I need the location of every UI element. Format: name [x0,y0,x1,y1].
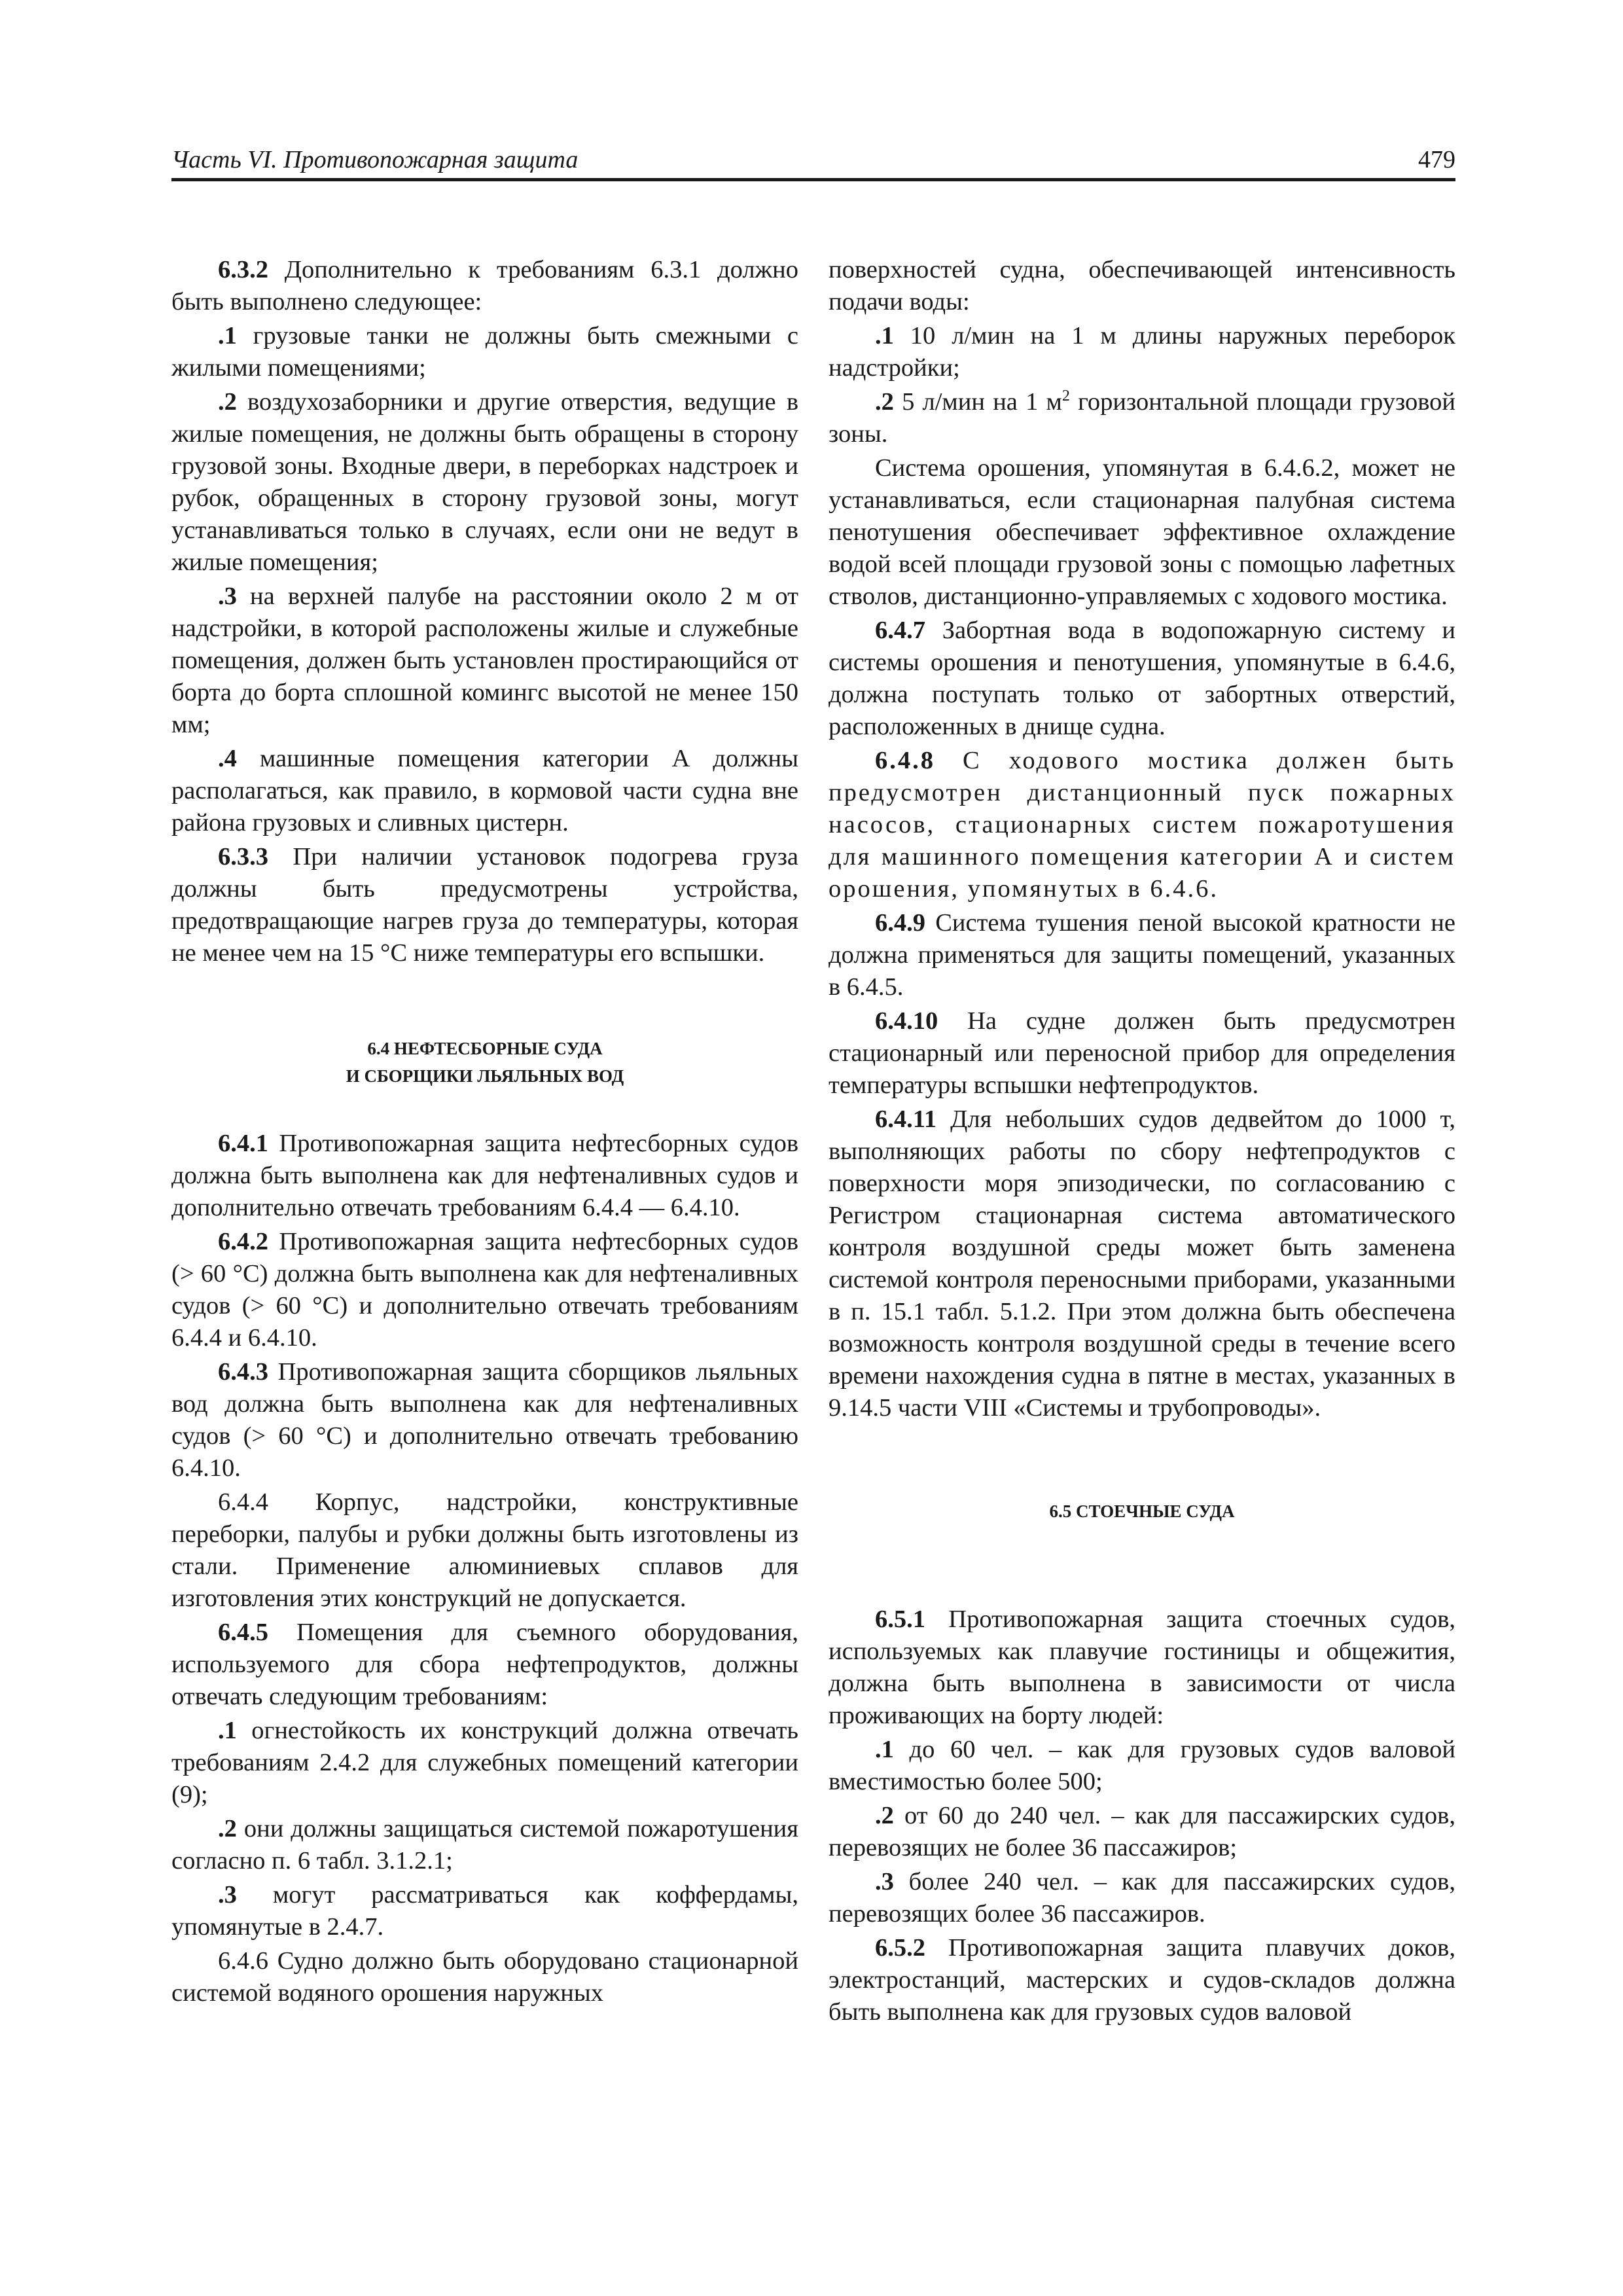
paragraph-6-4-6: 6.4.6 Судно должно быть оборудовано стационарной системой водяного орошения наружных [171,1947,798,2007]
paragraph-6-4-2: 6.4.2 Противопожарная защита нефтесборных судов (> 60 °С) должна быть выполнена как для нефтеналивных судов (> 60 °С) и дополнительно отвечать требованиям 6.4.4 и 6.4.10. [171,1228,798,1352]
paragraph-6-4-1: 6.4.1 Противопожарная защита нефтесборных судов должна быть выполнена как для нефтеналивных судов и дополнительно отвечать требованиям 6.4.4 — 6.4.10. [171,1130,798,1221]
paragraph-6-5-2: 6.5.2 Противопожарная защита плавучих доков, электростанций, мастерских и судов-складов должна быть выполнена как для грузовых судов валовой [829,1934,1455,2026]
paragraph-6-4-8: 6.4.8 С ходового мостика должен быть предусмотрен дистанционный пуск пожарных насосов, стационарных систем пожаротушения для машинного помещения категории А и систем орошения, упомянутых в 6.4.6. [829,747,1455,903]
list-item-2: .2 воздухозаборники и другие отверстия, ведущие в жилые помещения, не должны быть обращены в сторону грузовой зоны. Входные двери, в переборках надстроек и рубок, обращенных в сторону грузовой зоны, могут устанавливаться только в случаях, если они не ведут в жилые помещения; [171,388,798,576]
list-item-1: .1 грузовые танки не должны быть смежными с жилыми помещениями; [171,322,798,382]
paragraph-6-4-7: 6.4.7 Забортная вода в водопожарную систему и системы орошения и пенотушения, упомянутые в 6.4.6, должна поступать только от забортных отверстий, расположенных в днище судна. [829,617,1455,740]
left-column [171,254,798,2011]
section-heading-6-5: 6.5 СТОЕЧНЫЕ СУДА [1049,1501,1235,1521]
paragraph-6-3-2: 6.3.2 Дополнительно к требованиям 6.3.1 должно быть выполнено следующее: [171,256,798,315]
list-item-2: .2 от 60 до 240 чел. – как для пассажирских судов, перевозящих не более 36 пассажиров; [829,1802,1455,1861]
section-heading-line: 6.4 НЕФТЕСБОРНЫЕ СУДА [367,1039,603,1058]
list-item-3: .3 более 240 чел. – как для пассажирских судов, перевозящих более 36 пассажиров. [829,1868,1455,1928]
paragraph-6-4-3: 6.4.3 Противопожарная защита сборщиков льяльных вод должна быть выполнена как для нефтеналивных судов (> 60 °С) и дополнительно отвечать требованию 6.4.10. [171,1358,798,1482]
section-heading-6-4 [171,1035,798,1090]
page-number: 479 [1418,146,1455,173]
paragraph-6-4-9: 6.4.9 Система тушения пеной высокой кратности не должна применяться для защиты помещений, указанных в 6.4.5. [829,909,1455,1001]
paragraph-6-4-11: 6.4.11 Для небольших судов дедвейтом до 1000 т, выполняющих работы по сбору нефтепродуктов с поверхности моря эпизодически, по согласованию с Регистром стационарная система автоматического контроля воздушной среды может быть заменена системой контроля переносными приборами, указанными в п. 15.1 табл. 5.1.2. При этом должна быть обеспечена возможность контроля воздушной среды в течение всего времени нахождения судна в пятне в местах, указанных в 9.14.5 части VIII «Системы и трубопроводы». [829,1105,1455,1422]
list-item-3: .3 могут рассматриваться как коффердамы, упомянутые в 2.4.7. [171,1881,798,1941]
paragraph-6-4-5: 6.4.5 Помещения для съемного оборудования, используемого для сбора нефтепродуктов, должны отвечать следующим требованиям: [171,1619,798,1710]
paragraph-6-5-1: 6.5.1 Противопожарная защита стоечных судов, используемых как плавучие гостиницы и общежития, должна быть выполнена в зависимости от числа проживающих на борту людей: [829,1605,1455,1729]
paragraph-6-4-4: 6.4.4 Корпус, надстройки, конструктивные переборки, палубы и рубки должны быть изготовлены из стали. Применение алюминиевых сплавов для изготовления этих конструкций не допускается. [171,1488,798,1612]
paragraph-continuation: поверхностей судна, обеспечивающей интенсивность подачи воды: [829,256,1455,315]
list-item-1: .1 до 60 чел. – как для грузовых судов валовой вместимостью более 500; [829,1736,1455,1795]
part-title: Часть VI. Противопожарная защита [171,146,579,173]
paragraph-irrigation-note: Система орошения, упомянутая в 6.4.6.2, может не устанавливаться, если стационарная палубная система пенотушения обеспечивает эффективное охлаждение водой всей площади грузовой зоны с помощью лафетных стволов, дистанционно-управляемых с ходового мостика. [829,454,1455,610]
right-column [829,254,1455,2030]
list-item-1: .1 огнестойкость их конструкций должна отвечать требованиям 2.4.2 для служебных помещений категории (9); [171,1717,798,1808]
list-item-3: .3 на верхней палубе на расстоянии около 2 м от надстройки, в которой расположены жилые и служебные помещения, должен быть установлен простирающийся от борта до борта сплошной комингс высотой не менее 150 мм; [171,583,798,738]
list-item-1: .1 10 л/мин на 1 м длины наружных переборок надстройки; [829,322,1455,382]
list-item-4: .4 машинные помещения категории А должны располагаться, как правило, в кормовой части судна вне района грузовых и сливных цистерн. [171,745,798,836]
running-header [171,140,1455,181]
paragraph-6-3-3: 6.3.3 При наличии установок подогрева груза должны быть предусмотрены устройства, предотвращающие нагрев груза до температуры, которая не менее чем на 15 °С ниже температуры его вспышки. [171,843,798,967]
list-item-2: .2 5 л/мин на 1 $м^2$ горизонтальной площади грузовой зоны. [829,387,1455,448]
paragraph-6-4-10: 6.4.10 На судне должен быть предусмотрен стационарный или переносной прибор для определения температуры вспышки нефтепродуктов. [829,1007,1455,1099]
list-item-2: .2 они должны защищаться системой пожаротушения согласно п. 6 табл. 3.1.2.1; [171,1815,798,1874]
section-heading-line: И СБОРЩИКИ ЛЬЯЛЬНЫХ ВОД [346,1066,624,1086]
